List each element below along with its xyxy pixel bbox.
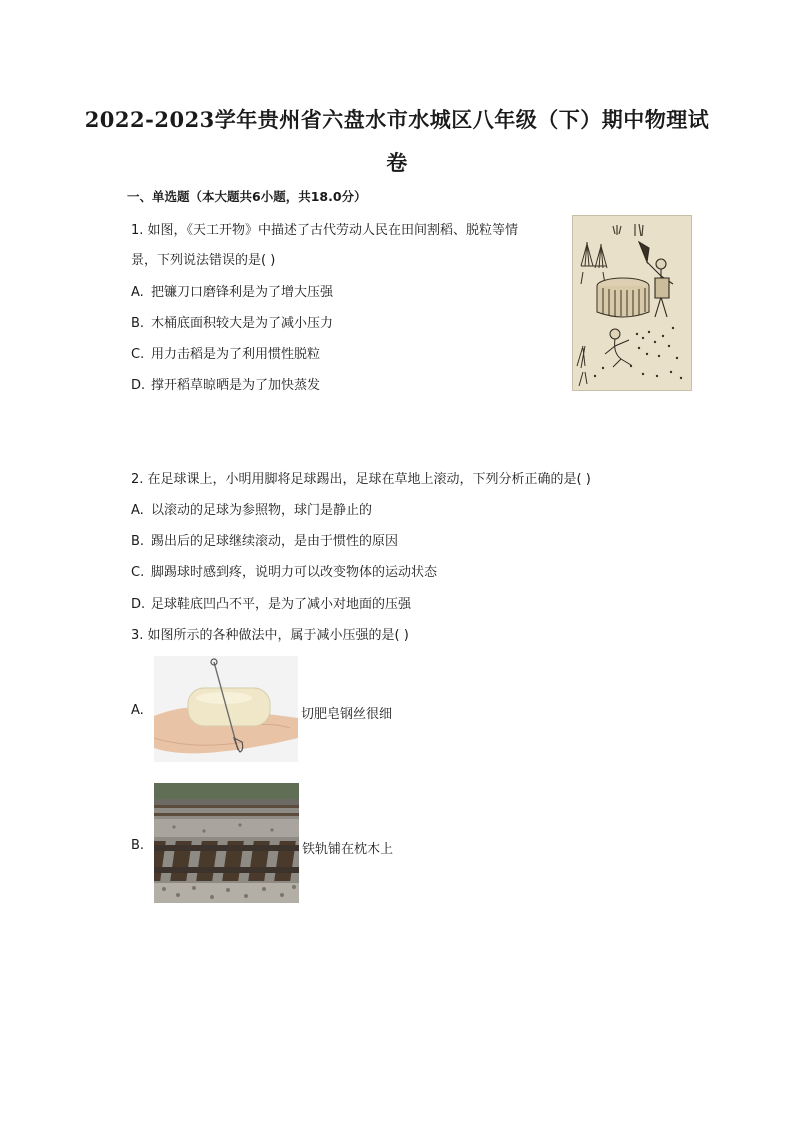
option-letter: C. [131, 347, 145, 362]
railway-track-image [154, 783, 299, 903]
option-letter: C. [131, 565, 145, 580]
q3-option-b-text: 铁轨铺在枕木上 [302, 842, 394, 857]
q1-stem-line-1: 1. 如图，《天工开物》中描述了古代劳动人民在田间割稻、脱粒等情 [131, 223, 519, 238]
option-text: 以滚动的足球为参照物，球门是静止的 [151, 503, 373, 518]
section-heading [127, 187, 367, 205]
option-letter: A. [131, 503, 144, 518]
q1-option-a [131, 281, 333, 300]
q3-option-a-text: 切肥皂钢丝很细 [301, 707, 393, 722]
option-text: 用力击稻是为了利用惯性脱粒 [151, 347, 321, 362]
q3-option-a-letter: A. [131, 703, 144, 718]
option-letter: D. [131, 597, 146, 612]
paper-title-line-1: 2022-2023学年贵州省六盘水市水城区八年级（下）期中物理试 [84, 107, 710, 132]
option-letter: A. [131, 285, 144, 300]
option-text: 木桶底面积较大是为了减小压力 [151, 316, 334, 331]
q3-option-b-letter: B. [131, 838, 145, 853]
option-letter: D. [131, 378, 146, 393]
paper-title-line-2: 卷 [386, 150, 408, 175]
option-text: 把镰刀口磨锋利是为了增大压强 [151, 285, 334, 300]
q3-stem: 3. 如图所示的各种做法中，属于减小压强的是( ) [131, 628, 409, 643]
option-text: 踢出后的足球继续滚动，是由于惯性的原因 [151, 534, 399, 549]
q1-option-c [131, 343, 320, 362]
woodblock-illustration-image [573, 216, 691, 390]
option-text: 脚踢球时感到疼，说明力可以改变物体的运动状态 [151, 565, 438, 580]
q1-option-b [131, 312, 333, 331]
q2-option-b [131, 530, 398, 549]
option-letter: B. [131, 316, 145, 331]
q2-option-c [131, 561, 437, 580]
soap-wire-image [154, 656, 298, 762]
q1-option-d [131, 374, 320, 393]
q1-stem-line-2: 景，下列说法错误的是( ) [131, 253, 276, 268]
q2-option-a [131, 499, 372, 518]
option-text: 撑开稻草晾晒是为了加快蒸发 [151, 378, 321, 393]
q2-option-d [131, 593, 411, 612]
soap-wire-photo [154, 656, 298, 762]
tiangong-kaiwu-illustration [572, 215, 692, 391]
option-letter: B. [131, 534, 145, 549]
option-text: 足球鞋底凹凸不平，是为了减小对地面的压强 [151, 597, 412, 612]
railway-track-photo [154, 783, 299, 903]
q2-stem: 2. 在足球课上，小明用脚将足球踢出，足球在草地上滚动，下列分析正确的是( ) [131, 472, 591, 487]
section-heading-text: 一、单选题（本大题共6小题，共18.0分） [127, 189, 367, 204]
